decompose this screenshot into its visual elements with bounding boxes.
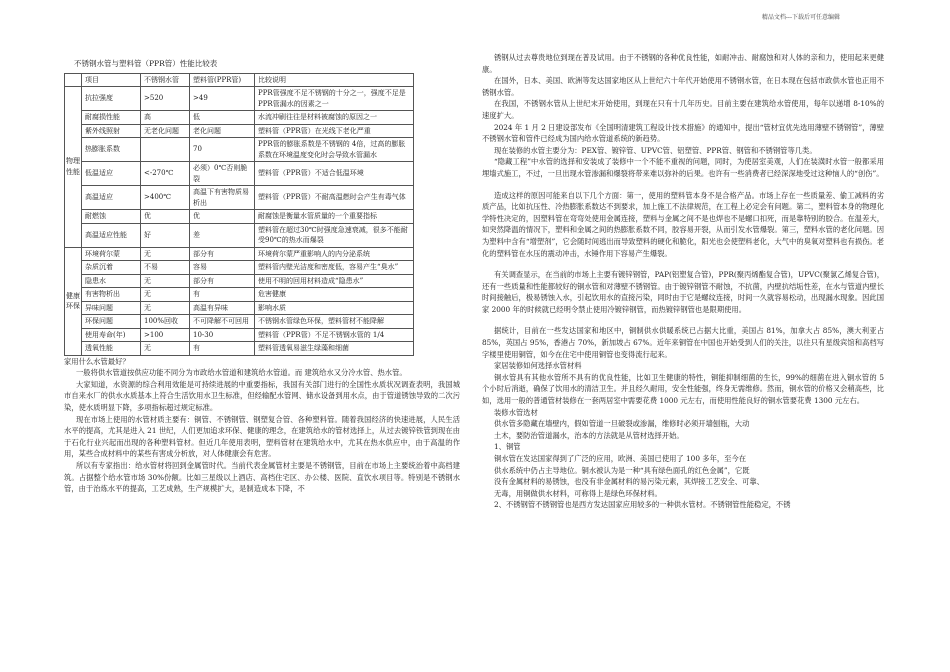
paragraph: 家用什么水管最好？ (64, 356, 130, 366)
paragraph: 在我国，不锈钢水管从上世纪末开始使用，到现在只有十几年历史。目前主要在建筑给水管使用，每年以递增 8-10%的速度扩大。 (482, 99, 884, 120)
table-header-row (65, 73, 414, 87)
table-cell: 有 (190, 342, 255, 356)
table-row (65, 210, 414, 224)
table-cell: 危害健康 (255, 288, 414, 302)
paragraph: 装修水管选材 (494, 407, 538, 417)
table-cell: 使用寿命(年) (82, 328, 141, 342)
paragraph: 无毒，用铜做供水材料，可称得上是绿色环保材料。 (494, 488, 662, 498)
table-cell: 有害物析出 (82, 288, 141, 302)
table-row (65, 315, 414, 329)
table-cell: 部分有 (190, 247, 255, 261)
paragraph: 没有金属材料的易锈蚀，也没有非金属材料的易污染元素，其焊接工艺安全、可靠、 (494, 477, 764, 487)
paragraph: 家居装修如何选择水管材料 (494, 361, 582, 371)
table-row (65, 223, 414, 247)
header-cell: 比较说明 (255, 73, 414, 87)
table-cell: 无 (141, 288, 190, 302)
table-cell: 无 (141, 342, 190, 356)
table-row (65, 328, 414, 342)
table-cell: 杂质沉着 (82, 261, 141, 275)
right-text (482, 52, 884, 511)
table-row (65, 247, 414, 261)
table-cell: PPR管强度不足不锈钢的十分之一，强度不足是PPR管漏水的因素之一 (255, 87, 414, 111)
table-cell: 优 (141, 210, 190, 224)
table-cell: 热膨胀系数 (82, 138, 141, 162)
table-cell: 低 (190, 111, 255, 125)
paragraph: 所以有专家指出：给水管材将回到金属管时代。当前代表金属管材主要是不锈钢管，目前在市场上主要统治着中高档建筑。占据整个给水管市场 30%份额。比如三星级以上酒店、高档住宅区、办公楼、医院、直饮水项目等。特别是不锈钢水管，由于治炼水平的提高，工艺成熟，生产规模扩大，是制造成本下降，不 (64, 460, 460, 494)
comparison-table (64, 73, 414, 356)
paragraph: 铜水管在发达国家得到了广泛的应用，欧洲、美国已使用了 100 多年，至今在 (494, 454, 747, 463)
paragraph: 现在装修的水管主要分为：PEX管、镀锌管、UPVC管、铝塑管、PPR管、钢管和不锈钢管等几类。 (494, 145, 817, 155)
table-cell: 环保问题 (82, 315, 141, 329)
paragraph: 1、铜管 (494, 442, 521, 452)
table-row (65, 87, 414, 111)
paragraph: 据统计，目前在一些发达国家和地区中，铜制供水供暖系统已占据大比重，美国占 81%，加拿大占 85%，澳大利亚占 85%，英国占 95%，香港占 70%，新加坡占 67%。近年来铜管在中国也开始受到人们的关注，以往只有星级宾馆和高档写字楼里使用铜管，如今在住宅中使用铜管也变得流行起来。 (482, 326, 884, 359)
table-body (65, 87, 414, 356)
table-cell: 高温适应 (82, 186, 141, 210)
table-cell: 好 (141, 223, 190, 247)
table-cell: 塑料管内壁光洁度和密度低，容易产生“臭水” (255, 261, 414, 275)
table-row (65, 124, 414, 138)
paragraph: 现在市场上使用的水管材质主要有：铜管、不锈钢管、钢塑复合管、各种塑料管。随着我国经济的快速进展，人民生活水平的提高，尤其是进入 21 世纪，人们更加追求环保、健康的理念，在建筑给水的管材选择上，从过去镀锌铁管到现在由于石化行业兴起而出现的各种塑料管材。但近几年使用表明，塑料管材在建筑给水中，尤其在热水供应中，由于高温的作用，某些合成材料中的某些有害成分析放，对人体健康会有危害。 (64, 414, 460, 459)
left-column (64, 52, 460, 495)
table-cell: 10-30 (190, 328, 255, 342)
left-text (64, 356, 460, 495)
table-row (65, 301, 414, 315)
paragraph: 2024 年 1 月 2 日建设部发布《全国明清建筑工程设计技术措施》的通知中，提出“管材宜优先选用薄壁不锈钢管”，薄壁不锈钢水管和管件已经成为国内给水管道系统的新趋势。 (482, 122, 884, 144)
table-row (65, 288, 414, 302)
table-cell: 老化问题 (190, 124, 255, 138)
header-cell: 项目 (82, 73, 141, 87)
table-cell: 影响水质 (255, 301, 414, 315)
table-cell: 塑料管透氧易滋生绿藻和细菌 (255, 342, 414, 356)
table-cell: 耐腐蚀是衡量水管质量的一个重要指标 (255, 210, 414, 224)
table-cell: 环境荷尔蒙严重影响人的内分泌系统 (255, 247, 414, 261)
table-row (65, 138, 414, 162)
group-label: 物理性能 (65, 87, 82, 248)
header-cell: 不锈钢水管 (141, 73, 190, 87)
page-header: 精品文档---下载后可任意编辑 (761, 14, 840, 21)
table-cell: 有 (190, 288, 255, 302)
table-cell: 部分有 (190, 274, 255, 288)
paragraph: 土木，要防治管道漏水，治本的方法就是从管材选择开始。 (494, 430, 684, 440)
paragraph: 造成这样的原因可能来自以下几个方面：第一，使用的塑料管本身不是合格产品。市场上存在一些质量差、偷工减料的劣质产品，比如抗压性、冷热膨胀系数达不到要求，加上施工不法律规范，在工程上必定会有问题。第二，塑料管本身的物理化学特性决定的，因塑料管在弯弯处使用金属连接，塑料与金属之间不是也焊也不是螺口扣死，而是靠特别的胶合。在温差大，如突然降温的情况下，塑料和金属之间的热膨胀系数不同，胶容易开裂，从而引发水管爆裂。第三，塑料水管的老化问题。因为塑料中含有“增塑剂”，它会随时间逃出而导致塑料的硬化和脆化，阳光也会使塑料老化，大气中的臭氧对塑料也有损伤。老化的塑料管在水压的震动冲击，水锤作用下容易产生爆裂。 (482, 190, 884, 258)
table-cell: 塑料管（PPR管）不适合低温环境 (255, 162, 414, 186)
table-row (65, 274, 414, 288)
table-cell: 透氧性能 (82, 342, 141, 356)
table-cell: 低温适应 (82, 162, 141, 186)
table-cell: 塑料管在超过30℃时强度急速衰减，很多不能耐受90℃的热水而爆裂 (255, 223, 414, 247)
table-cell: 不易 (141, 261, 190, 275)
paragraph: 一般将供水管道按供应功能不同分为市政给水管道和建筑给水管道。而 建筑给水又分冷水管、热水管。 (76, 368, 407, 378)
table-cell: 无 (141, 274, 190, 288)
table-cell: 环境荷尔蒙 (82, 247, 141, 261)
header-cell: 塑料管(PPR管) (190, 73, 255, 87)
table-cell: 不锈钢水管绿色环保，塑料管材不能降解 (255, 315, 414, 329)
table-cell: 高温下有害物质易析出 (190, 186, 255, 210)
table-cell: 不可降解不可回用 (190, 315, 255, 329)
table-cell: PPR管的膨胀系数是不锈钢的 4倍，过高的膨胀系数在环境温度变化时会导致水管漏水 (255, 138, 414, 162)
table-cell: 塑料管（PPR管）在光线下老化严重 (255, 124, 414, 138)
table-title: 不锈钢水管与塑料管（PPR管）性能比较表 (74, 59, 218, 68)
paragraph: 铜水管具有其他水管所不具有的优良性能，比如卫生健康的特性，铜能抑制细菌的生长，99%的细菌在进入铜水管的 5 个小时后消逝，确保了饮用水的清洁卫生。并且经久耐用，安全性能强，终身无需维修。然而，铜水管的价格又会稍高些，比如，选用一般的普通管材装修在一套两居室中需要花费 1000 元左右，而使用性能良好的铜水管要花费 1300 元左右。 (482, 372, 884, 406)
table-cell: 耐腐损性能 (82, 111, 141, 125)
table-row (65, 186, 414, 210)
table-cell: >100 (141, 328, 190, 342)
right-column (482, 52, 884, 511)
table-cell: 高温适应性能 (82, 223, 141, 247)
table-cell: 水流冲刷往往是材料被腐蚀的原因之一 (255, 111, 414, 125)
paragraph: 在国外，日本、美国、欧洲等发达国家地区从上世纪六十年代开始使用不锈钢水管，在日本现在包括市政供水管也正用不锈钢水管。 (482, 76, 884, 97)
table-cell: 差 (190, 223, 255, 247)
group-label: 健康环保 (65, 247, 82, 355)
table-cell: 异味问题 (82, 301, 141, 315)
table-row (65, 111, 414, 125)
paragraph: “隐藏工程”中水管的选择和安装成了装修中一个不能不重视的问题，同时，为使居室美观，人们在装潢时水管一般都采用埋墙式施工，不过，一旦出现水管渗漏和爆裂将带来难以弥补的后果。也许有一些消费者已经深深地受过这种恼人的“创伤”。 (482, 157, 884, 178)
table-cell: 高 (141, 111, 190, 125)
paragraph: 供水管多隐藏在墙壁内，假如管道一旦破裂或渗漏，维修时必须开墙刨瓶，大动 (494, 419, 750, 429)
table-cell: <-270℃ (141, 162, 190, 186)
table-cell: 无老化问题 (141, 124, 190, 138)
table-cell: 70 (190, 138, 255, 162)
table-cell: 优 (190, 210, 255, 224)
table-row (65, 162, 414, 186)
table-cell: 耐燃蚀 (82, 210, 141, 224)
table-cell: 无 (141, 247, 190, 261)
table-cell: >49 (190, 87, 255, 111)
table-row (65, 261, 414, 275)
table-cell: 容易 (190, 261, 255, 275)
table-cell: >520 (141, 87, 190, 111)
paragraph: 2、不锈钢管不锈钢管也是西方发达国家应用较多的一种供水管材。不锈钢管性能稳定，不锈 (494, 500, 791, 510)
table-cell: 高温有异味 (190, 301, 255, 315)
paragraph: 供水系统中仍占主导地位。铜水被认为是一种“具有绿色面孔的红色金属”，它既 (494, 465, 750, 475)
table-cell (141, 138, 190, 162)
table-cell: 塑料管（PPR管）不耐高温燃时会产生有毒气体 (255, 186, 414, 210)
table-cell: 隐患水 (82, 274, 141, 288)
table-cell: 100%回收 (141, 315, 190, 329)
table-cell: 抗拉强度 (82, 87, 141, 111)
table-cell: >400℃ (141, 186, 190, 210)
table-cell: 紫外线照射 (82, 124, 141, 138)
table-row (65, 342, 414, 356)
table-cell: 必须）0℃否则脆裂 (190, 162, 255, 186)
table-cell: 使用不明的回用材料造成“隐患水” (255, 274, 414, 288)
paragraph: 锈钢从过去尊贵地位到现在普及试用。由于不锈钢的各种优良性能，如耐冲击、耐腐蚀和对人体的亲和力，使用起来更健康。 (482, 53, 884, 74)
table-cell: 无 (141, 301, 190, 315)
paragraph: 有关调查显示，在当前的市场上主要有镀锌钢管，PAP(铝塑复合管)，PPR(聚丙烯酯复合管)，UPVC(聚氯乙烯复合管)，还有一些质量和性能都较好的铜水管和对薄壁不锈钢管。由于镀锌钢管不耐蚀，不抗菌，内壁抗结垢性差，在水与管道内壁长时间接触后，极易锈蚀入水，引起饮用水的直接污染，同时由于它是螺纹连接，时间一久就容易松动，出现漏水现象。因此国家 2000 年的时候就已经明令禁止使用冷镀锌钢管，而热镀锌钢管也是限期使用。 (482, 270, 884, 314)
table-cell: 塑料管（PPR管）不足不锈钢水管的 1/4 (255, 328, 414, 342)
paragraph: 大家知道，水资源的综合利用效能是可持续进展的中重要指标，我国有关部门进行的全国性水质状况调查表明，我国城市自来水厂的供水水质基本上符合生活饮用水卫生标准，但经输配水管网、储水设备到用水点，由于管道锈蚀导致的二次污染，使水质明显下降，多项指标超过规定标准。 (64, 379, 460, 412)
